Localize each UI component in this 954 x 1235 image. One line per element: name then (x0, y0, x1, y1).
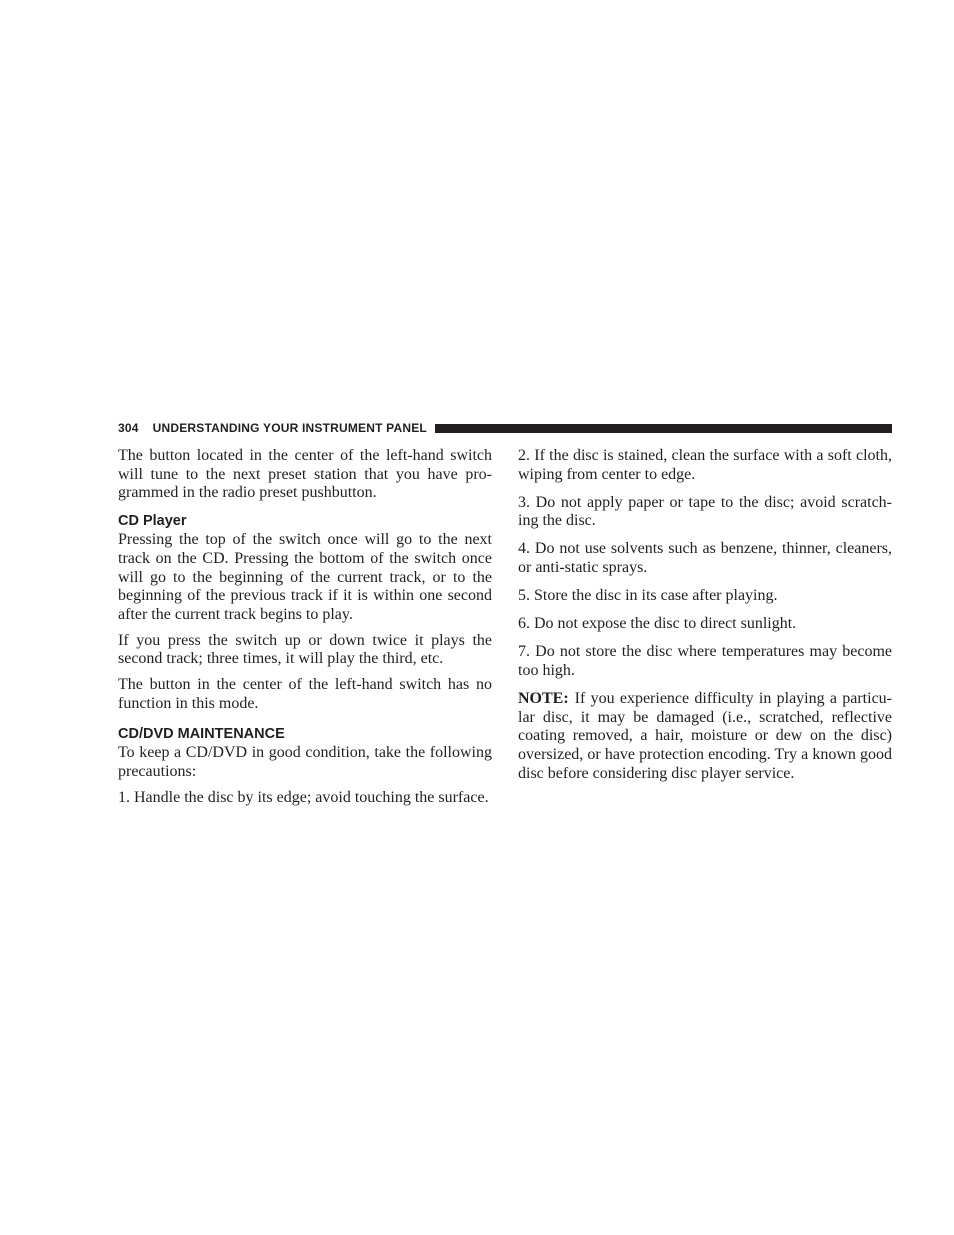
maintenance-step-7: 7. Do not store the disc where temperatures may become too high. (518, 643, 892, 679)
left-column (118, 447, 492, 815)
maintenance-step-5: 5. Store the disc in its case after playing. (518, 587, 778, 605)
header-rule (435, 424, 892, 433)
page-header (118, 419, 892, 436)
section-title: UNDERSTANDING YOUR INSTRUMENT PANEL (152, 420, 427, 435)
maintenance-heading: CD/DVD MAINTENANCE (118, 726, 285, 743)
maintenance-step-1: 1. Handle the disc by its edge; avoid touching the surface. (118, 788, 489, 806)
maintenance-step-2: 2. If the disc is stained, clean the surface with a soft cloth, wiping from center to edge. (518, 447, 892, 483)
right-column (518, 447, 892, 793)
cd-player-paragraph-3: The button in the center of the left-hand switch has no function in this mode. (118, 676, 492, 712)
note-paragraph (518, 690, 892, 784)
maintenance-step-3: 3. Do not apply paper or tape to the disc; avoid scratch-ing the disc. (518, 493, 892, 530)
cd-player-paragraph-2: If you press the switch up or down twice it plays the second track; three times, it will play the third, etc. (118, 631, 492, 668)
maintenance-step-6: 6. Do not expose the disc to direct sunlight. (518, 615, 797, 633)
maintenance-intro: To keep a CD/DVD in good condition, take the following precautions: (118, 744, 492, 781)
cd-player-heading: CD Player (118, 513, 187, 530)
note-text: If you experience difficulty in playing a particu-lar disc, it may be damaged (i.e., scratched, reflective coating removed, a hair, moisture or dew on the disc) oversized, or have protection encoding. Try a known good disc before considering disc player service. (518, 689, 892, 782)
cd-player-paragraph-1: Pressing the top of the switch once will go to the next track on the CD. Pressing the bottom of the switch once will go to the beginning of the current track, or to the beginning of the previous track if it is within one second after the current track begins to play. (118, 531, 492, 623)
intro-paragraph: The button located in the center of the left-hand switch will tune to the next preset station that you have pro-grammed in the radio preset pushbutton. (118, 447, 492, 502)
maintenance-step-4: 4. Do not use solvents such as benzene, thinner, cleaners, or anti-static sprays. (518, 540, 892, 577)
note-label: NOTE: (518, 689, 569, 707)
page-number: 304 (118, 420, 139, 435)
